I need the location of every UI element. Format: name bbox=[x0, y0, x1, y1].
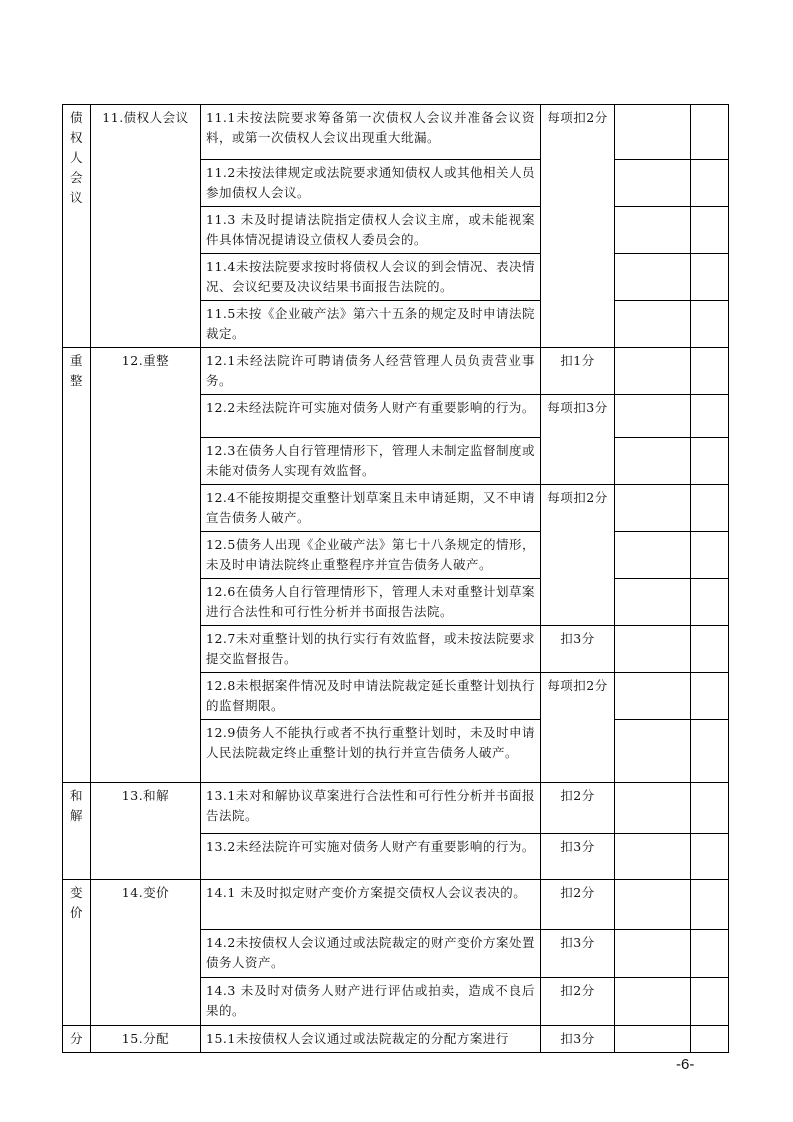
category-cell: 债权人会议 bbox=[63, 105, 91, 348]
subcategory-cell: 11.债权人会议 bbox=[91, 105, 201, 348]
blank-cell bbox=[615, 485, 691, 532]
table-row bbox=[63, 783, 729, 834]
blank-cell bbox=[615, 880, 691, 930]
subcategory-cell: 12.重整 bbox=[91, 348, 201, 783]
blank-cell bbox=[615, 207, 691, 254]
blank-cell bbox=[615, 626, 691, 673]
blank-cell bbox=[691, 626, 729, 673]
item-cell: 12.4不能按期提交重整计划草案且未申请延期，又不申请宣告债务人破产。 bbox=[201, 485, 541, 532]
item-cell: 11.2未按法律规定或法院要求通知债权人或其他相关人员参加债权人会议。 bbox=[201, 160, 541, 207]
blank-cell bbox=[691, 783, 729, 834]
blank-cell bbox=[615, 395, 691, 438]
category-cell: 和解 bbox=[63, 783, 91, 880]
blank-cell bbox=[615, 720, 691, 783]
blank-cell bbox=[615, 254, 691, 301]
blank-cell bbox=[691, 301, 729, 348]
item-cell: 12.3在债务人自行管理情形下，管理人未制定监督制度或未能对债务人实现有效监督。 bbox=[201, 438, 541, 485]
blank-cell bbox=[615, 301, 691, 348]
blank-cell bbox=[691, 1026, 729, 1053]
table-row bbox=[63, 105, 729, 160]
item-cell: 11.3 未及时提请法院指定债权人会议主席，或未能视案件具体情况提请设立债权人委员会的。 bbox=[201, 207, 541, 254]
item-cell: 14.2未按债权人会议通过或法院裁定的财产变价方案处置债务人资产。 bbox=[201, 930, 541, 978]
item-cell: 12.6在债务人自行管理情形下，管理人未对重整计划草案进行合法性和可行性分析并书面报告法院。 bbox=[201, 579, 541, 626]
blank-cell bbox=[615, 438, 691, 485]
blank-cell bbox=[615, 783, 691, 834]
blank-cell bbox=[691, 579, 729, 626]
blank-cell bbox=[691, 438, 729, 485]
score-cell: 扣1分 bbox=[541, 348, 615, 395]
blank-cell bbox=[691, 348, 729, 395]
item-cell: 12.7未对重整计划的执行实行有效监督，或未按法院要求提交监督报告。 bbox=[201, 626, 541, 673]
item-cell: 11.5未按《企业破产法》第六十五条的规定及时申请法院裁定。 bbox=[201, 301, 541, 348]
item-cell: 14.3 未及时对债务人财产进行评估或拍卖，造成不良后果的。 bbox=[201, 978, 541, 1026]
blank-cell bbox=[615, 673, 691, 720]
category-cell: 分 bbox=[63, 1026, 91, 1053]
blank-cell bbox=[615, 930, 691, 978]
item-cell: 12.9债务人不能执行或者不执行重整计划时，未及时申请人民法院裁定终止重整计划的执行并宣告债务人破产。 bbox=[201, 720, 541, 783]
score-cell: 每项扣3分 bbox=[541, 395, 615, 485]
item-cell: 11.4未按法院要求按时将债权人会议的到会情况、表决情况、会议纪要及决议结果书面报告法院的。 bbox=[201, 254, 541, 301]
blank-cell bbox=[615, 348, 691, 395]
subcategory-cell: 14.变价 bbox=[91, 880, 201, 1026]
blank-cell bbox=[615, 579, 691, 626]
page-number: -6- bbox=[676, 1056, 695, 1073]
blank-cell bbox=[615, 978, 691, 1026]
item-cell: 15.1未按债权人会议通过或法院裁定的分配方案进行 bbox=[201, 1026, 541, 1053]
blank-cell bbox=[691, 207, 729, 254]
blank-cell bbox=[615, 1026, 691, 1053]
blank-cell bbox=[691, 532, 729, 579]
blank-cell bbox=[615, 105, 691, 160]
blank-cell bbox=[691, 930, 729, 978]
item-cell: 12.5债务人出现《企业破产法》第七十八条规定的情形，未及时申请法院终止重整程序并宣告债务人破产。 bbox=[201, 532, 541, 579]
item-cell: 12.1未经法院许可聘请债务人经营管理人员负责营业事务。 bbox=[201, 348, 541, 395]
blank-cell bbox=[615, 532, 691, 579]
score-cell: 扣3分 bbox=[541, 626, 615, 673]
blank-cell bbox=[691, 978, 729, 1026]
score-cell: 扣2分 bbox=[541, 783, 615, 834]
blank-cell bbox=[691, 673, 729, 720]
category-cell: 重整 bbox=[63, 348, 91, 783]
item-cell: 13.2未经法院许可实施对债务人财产有重要影响的行为。 bbox=[201, 834, 541, 880]
blank-cell bbox=[691, 485, 729, 532]
blank-cell bbox=[615, 834, 691, 880]
score-cell: 扣2分 bbox=[541, 880, 615, 930]
evaluation-table bbox=[62, 104, 729, 1053]
item-cell: 12.2未经法院许可实施对债务人财产有重要影响的行为。 bbox=[201, 395, 541, 438]
category-cell: 变价 bbox=[63, 880, 91, 1026]
subcategory-cell: 13.和解 bbox=[91, 783, 201, 880]
score-cell: 每项扣2分 bbox=[541, 673, 615, 783]
blank-cell bbox=[615, 160, 691, 207]
score-cell: 每项扣2分 bbox=[541, 485, 615, 626]
blank-cell bbox=[691, 160, 729, 207]
score-cell: 每项扣2分 bbox=[541, 105, 615, 348]
table-row bbox=[63, 1026, 729, 1053]
item-cell: 13.1未对和解协议草案进行合法性和可行性分析并书面报告法院。 bbox=[201, 783, 541, 834]
table-row bbox=[63, 880, 729, 930]
subcategory-cell: 15.分配 bbox=[91, 1026, 201, 1053]
blank-cell bbox=[691, 254, 729, 301]
item-cell: 12.8未根据案件情况及时申请法院裁定延长重整计划执行的监督期限。 bbox=[201, 673, 541, 720]
blank-cell bbox=[691, 720, 729, 783]
blank-cell bbox=[691, 880, 729, 930]
score-cell: 扣3分 bbox=[541, 930, 615, 978]
score-cell: 扣3分 bbox=[541, 1026, 615, 1053]
blank-cell bbox=[691, 395, 729, 438]
score-cell: 扣3分 bbox=[541, 834, 615, 880]
table-row bbox=[63, 348, 729, 395]
score-cell: 扣2分 bbox=[541, 978, 615, 1026]
blank-cell bbox=[691, 834, 729, 880]
blank-cell bbox=[691, 105, 729, 160]
item-cell: 11.1未按法院要求筹备第一次债权人会议并准备会议资料，或第一次债权人会议出现重大纰漏。 bbox=[201, 105, 541, 160]
item-cell: 14.1 未及时拟定财产变价方案提交债权人会议表决的。 bbox=[201, 880, 541, 930]
